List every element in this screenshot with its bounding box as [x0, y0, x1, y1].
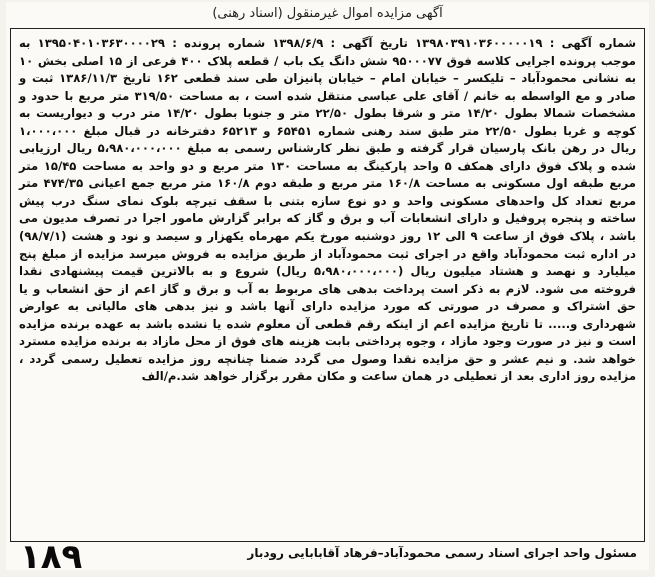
- notice-box: [10, 28, 645, 542]
- notice-title: آگهی مزایده اموال غیرمنقول (اسناد رهنی): [212, 6, 443, 21]
- notice-page: [6, 2, 649, 577]
- notice-body: شماره آگهی : ۱۳۹۸۰۳۹۱۰۳۶۰۰۰۰۰۱۹ تاریخ آگهی : ۱۳۹۸/۶/۹ شماره پرونده : ۱۳۹۵۰۴۰۱۰۳۶۳۰۰۰۰۲۹ به موجب پرونده اجرایی کلاسه فوق ۹۵۰۰۰۷۷ شش دانگ یک باب / قطعه پلاک ۴۰۰ فرعی از ۱۵ اصلی بخش ۱۰ به نشانی محمودآباد – تلیکسر – خیابان امام – خیابان پانیزان طی سند قطعی ۱۶۲ تاریخ ۱۳۸۶/۱۱/۳ ثبت و صادر و مع الواسطه به خانم / آقای علی عباسی منتقل شده است ، به مساحت ۳۱۹/۵۰ متر مربع با حدود و مشخصات شمالا بطول ۱۴/۲۰ متر و شرقا بطول ۲۲/۵۰ متر و جنوبا بطول ۱۴/۲۰ متر درب و دیواریست به کوچه و غربا بطول ۲۲/۵۰ متر طبق سند رهنی شماره ۶۵۴۵۱ و ۶۵۲۱۳ دفترخانه در قبال مبلغ ۱،۰۰۰،۰۰۰ ریال در رهن بانک پارسیان قرار گرفته و طبق نظر کارشناس رسمی به مبلغ ۵،۹۸۰،۰۰۰،۰۰۰ ریال ارزیابی شده و پلاک فوق دارای همکف ۵ واحد پارکینگ به مساحت ۱۳۰ متر مربع و دو واحد به مساحت ۱۵/۴۵ متر مربع طبقه اول مسکونی به مساحت ۱۶۰/۸ متر مربع و طبقه دوم ۱۶۰/۸ متر مربع جمع اعیانی ۴۷۴/۳۵ متر مربع تعداد کل واحدهای مسکونی واحد و دو نوع سازه بتنی با سقف تیرچه بلوک نمای سنگ درب پیش ساخته و پنجره پروفیل و دارای انشعابات آب و برق و گاز که برابر گزارش مامور اجرا در تصرف مدیون می باشد ، پلاک فوق از ساعت ۹ الی ۱۲ روز دوشنبه مورخ یکم مهرماه یکهزار و سیصد و نود و هشت (۹۸/۷/۱) در اداره ثبت محمودآباد واقع در اجرای ثبت محمودآباد از طریق مزایده به فروش میرسد مزایده از مبلغ پنج میلیارد و نهصد و هشتاد میلیون ریال (۵،۹۸۰،۰۰۰،۰۰۰ ریال) شروع و به بالاترین قیمت پیشنهادی نقدا فروخته می شود. لازم به ذکر است پرداخت بدهی های مربوط به آب و برق و گاز اعم از حق انشعاب و یا حق اشتراک و مصرف در صورتی که مورد مزایده دارای آنها باشد و نیز بدهی های مالیاتی به عوارض شهرداری و..... تا تاریخ مزایده اعم از اینکه رقم قطعی آن معلوم شده یا نشده باشد به عهده برنده مزایده است و نیز در صورت وجود مازاد ، وجوه پرداختی بابت هزینه های فوق از محل مازاد به برنده مزایده مسترد خواهد شد. و نیم عشر و حق مزایده نقدا وصول می گردد ضمنا چنانچه روز مزایده تعطیل رسمی گردد ، مزایده روز اداری بعد از تعطیلی در همان ساعت و مکان مقرر برگزار خواهد شد.م/الف: [19, 36, 637, 384]
- signature-line: مسئول واحد اجرای اسناد رسمی محمودآباد–فرهاد آقابابایی رودبار: [247, 546, 637, 560]
- ad-number-stamp: ۱۸۹: [20, 537, 83, 577]
